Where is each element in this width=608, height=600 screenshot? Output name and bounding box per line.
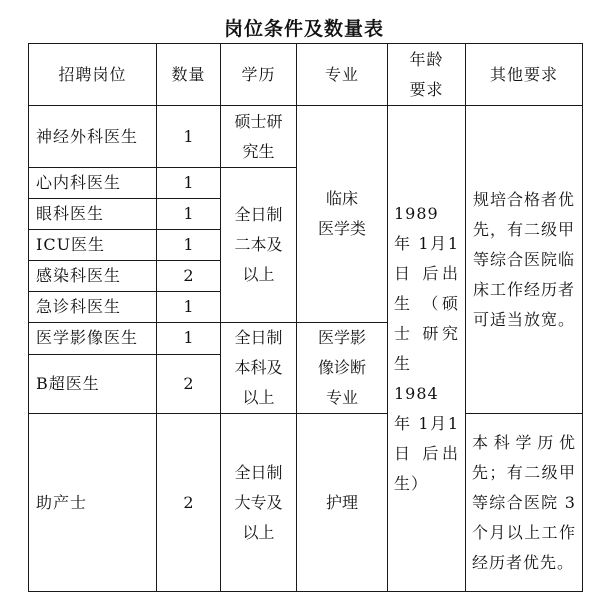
age-requirement-cell: 1989 年 1月1日 后出生 （硕士 研究生 1984 年 1月1日 后出生） <box>388 106 466 592</box>
position-cell: 眼科医生 <box>29 199 157 230</box>
education-cell: 硕士研 究生 <box>221 106 297 168</box>
count-cell: 1 <box>157 323 221 355</box>
other-requirements-midwife: 本科学历优先；有二级甲等综合医院 3个月以上工作经历者优先。 <box>466 414 583 592</box>
position-cell: 医学影像医生 <box>29 323 157 355</box>
header-age: 年龄 要求 <box>388 44 466 106</box>
count-cell: 1 <box>157 230 221 261</box>
header-major: 专业 <box>297 44 388 106</box>
education-cell: 全日制 本科及 以上 <box>221 323 297 414</box>
count-cell: 2 <box>157 414 221 592</box>
position-cell: ICU医生 <box>29 230 157 261</box>
position-cell: 急诊科医生 <box>29 292 157 323</box>
header-other: 其他要求 <box>466 44 583 106</box>
count-cell: 1 <box>157 168 221 199</box>
position-cell: 神经外科医生 <box>29 106 157 168</box>
count-cell: 2 <box>157 354 221 413</box>
count-cell: 1 <box>157 292 221 323</box>
table-row <box>29 414 583 592</box>
position-cell: 助产士 <box>29 414 157 592</box>
count-cell: 2 <box>157 261 221 292</box>
table-row <box>29 106 583 168</box>
count-cell: 1 <box>157 199 221 230</box>
header-education: 学历 <box>221 44 297 106</box>
position-cell: 心内科医生 <box>29 168 157 199</box>
major-cell: 护理 <box>297 414 388 592</box>
header-row <box>29 44 583 106</box>
education-cell: 全日制 大专及 以上 <box>221 414 297 592</box>
header-count: 数量 <box>157 44 221 106</box>
major-cell: 临床 医学类 <box>297 106 388 323</box>
position-conditions-table <box>28 43 583 592</box>
position-cell: 感染科医生 <box>29 261 157 292</box>
table-title: 岗位条件及数量表 <box>223 18 384 40</box>
header-position: 招聘岗位 <box>29 44 157 106</box>
position-cell: B超医生 <box>29 354 157 413</box>
major-cell: 医学影 像诊断 专业 <box>297 323 388 414</box>
other-requirements-doctors: 规培合格者优先，有二级甲等综合医院临床工作经历者可适当放宽。 <box>466 106 583 414</box>
count-cell: 1 <box>157 106 221 168</box>
education-cell: 全日制 二本及 以上 <box>221 168 297 323</box>
